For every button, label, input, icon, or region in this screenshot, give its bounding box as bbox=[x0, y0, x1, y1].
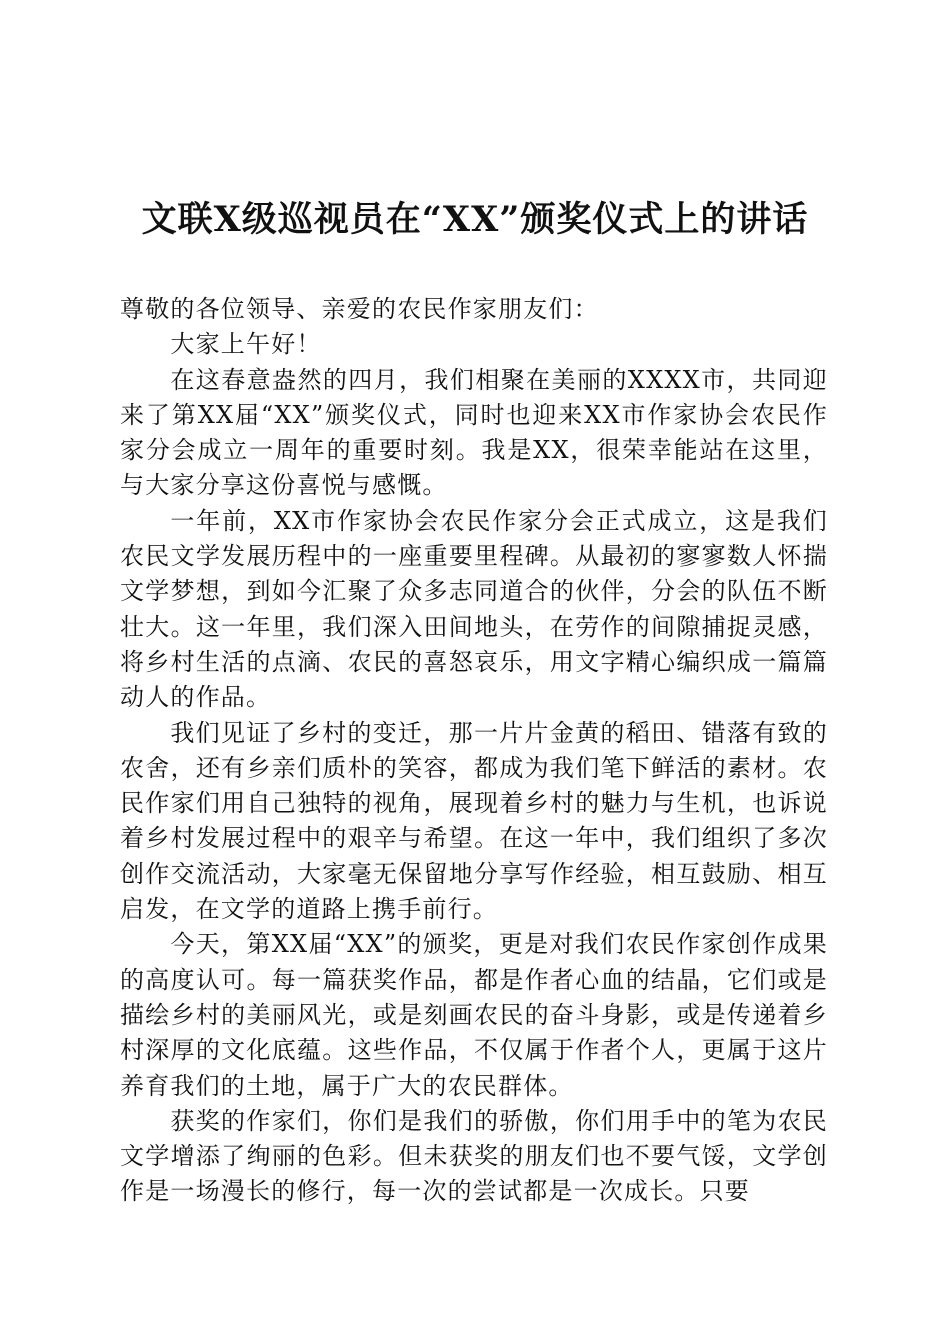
paragraph-greeting: 大家上午好！ bbox=[170, 330, 322, 359]
paragraph: 在这春意盎然的四月，我们相聚在美丽的XXXX市，共同迎来了第XX届“XX”颁奖仪式，同时也迎来XX市作家协会农民作家分会成立一周年的重要时刻。我是XX，很荣幸能站在这里，与大家分享这份喜悦与感慨。 bbox=[120, 365, 828, 500]
paragraph: 今天，第XX届“XX”的颁奖，更是对我们农民作家创作成果的高度认可。每一篇获奖作品，都是作者心血的结晶，它们或是描绘乡村的美丽风光，或是刻画农民的奋斗身影，或是传递着乡村深厚的文化底蕴。这些作品，不仅属于作者个人，更属于这片养育我们的土地，属于广大的农民群体。 bbox=[120, 930, 828, 1100]
document-title: 文联X级巡视员在“XX”颁奖仪式上的讲话 bbox=[141, 199, 809, 240]
document-body bbox=[120, 292, 828, 1210]
paragraph: 一年前，XX市作家协会农民作家分会正式成立，这是我们农民文学发展历程中的一座重要里程碑。从最初的寥寥数人怀揣文学梦想，到如今汇聚了众多志同道合的伙伴，分会的队伍不断壮大。这一年里，我们深入田间地头，在劳作的间隙捕捉灵感，将乡村生活的点滴、农民的喜怒哀乐，用文字精心编织成一篇篇动人的作品。 bbox=[120, 506, 828, 712]
salutation: 尊敬的各位领导、亲爱的农民作家朋友们： bbox=[120, 295, 599, 323]
paragraph: 我们见证了乡村的变迁，那一片片金黄的稻田、错落有致的农舍，还有乡亲们质朴的笑容，都成为我们笔下鲜活的素材。农民作家们用自己独特的视角，展现着乡村的魅力与生机，也诉说着乡村发展过程中的艰辛与希望。在这一年中，我们组织了多次创作交流活动，大家毫无保留地分享写作经验，相互鼓励、相互启发，在文学的道路上携手前行。 bbox=[120, 718, 828, 924]
paragraph: 获奖的作家们，你们是我们的骄傲，你们用手中的笔为农民文学增添了绚丽的色彩。但未获奖的朋友们也不要气馁，文学创作是一场漫长的修行，每一次的尝试都是一次成长。只要 bbox=[120, 1106, 828, 1206]
